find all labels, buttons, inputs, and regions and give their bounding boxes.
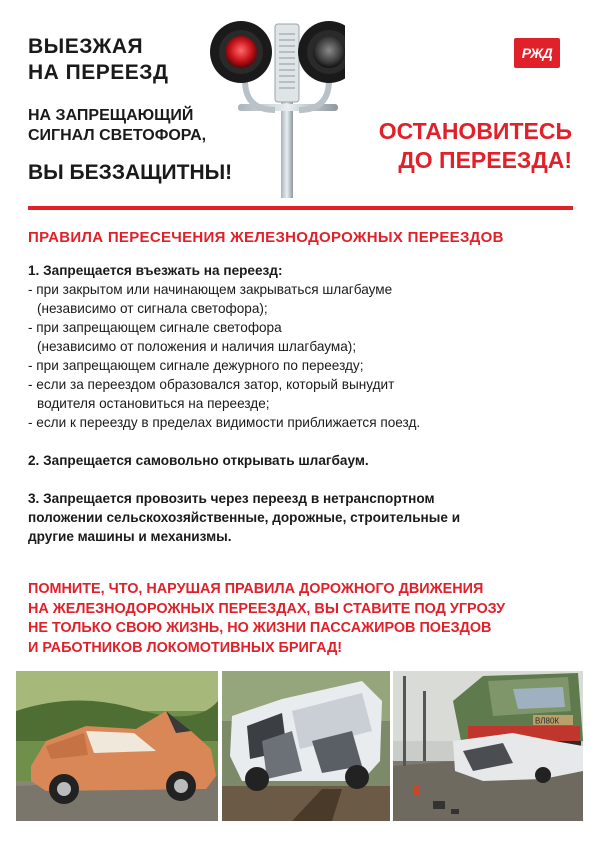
red-divider — [28, 206, 573, 210]
crashed-van-photo — [222, 671, 390, 821]
rule-1-line: - при закрытом или начинающем закрываться шлагбауме — [28, 282, 393, 297]
railway-traffic-light-icon — [205, 18, 345, 198]
warning-line: НА ЖЕЛЕЗНОДОРОЖНЫХ ПЕРЕЕЗДАХ, ВЫ СТАВИТЕ ПОД УГРОЗУ — [28, 600, 506, 617]
warning-text — [28, 580, 588, 658]
rules-list — [28, 261, 580, 546]
stop-callout — [330, 117, 572, 175]
wrecked-car-photo — [16, 671, 218, 821]
rule-1-heading: 1. Запрещается въезжать на переезд: — [28, 263, 283, 278]
rule-1-line: - при запрещающем сигнале дежурного по переезду; — [28, 358, 364, 373]
headline-subtext: НА ЗАПРЕЩАЮЩИЙ СИГНАЛ СВЕТОФОРА, — [28, 107, 207, 144]
rule-1-line: - если к переезду в пределах видимости приближается поезд. — [28, 415, 421, 430]
rule-1-line: (независимо от сигнала светофора); — [37, 301, 268, 316]
rule-2: 2. Запрещается самовольно открывать шлагбаум. — [28, 453, 369, 468]
train-collision-photo — [393, 671, 583, 821]
stop-callout-line1: ОСТАНОВИТЕСЬ — [378, 118, 572, 144]
rule-3-line2: положении сельскохозяйственные, дорожные, строительные и — [28, 510, 461, 525]
headline-line1: ВЫЕЗЖАЯ — [28, 35, 144, 58]
rules-title: ПРАВИЛА ПЕРЕСЕЧЕНИЯ ЖЕЛЕЗНОДОРОЖНЫХ ПЕРЕЕЗДОВ — [28, 229, 504, 246]
rzd-logo: РЖД — [514, 38, 560, 68]
headline-line4: ВЫ БЕЗЗАЩИТНЫ! — [28, 161, 233, 184]
headline-line2: НА ПЕРЕЕЗД — [28, 61, 169, 84]
rule-1-line: - при запрещающем сигнале светофора — [28, 320, 282, 335]
rule-1-line: водителя остановиться на переезде; — [37, 396, 270, 411]
rule-3-line1: 3. Запрещается провозить через переезд в нетранспортном — [28, 491, 435, 506]
rule-3-line3: другие машины и механизмы. — [28, 529, 232, 544]
rule-1-line: - если за переездом образовался затор, который вынудит — [28, 377, 395, 392]
warning-line: И РАБОТНИКОВ ЛОКОМОТИВНЫХ БРИГАД! — [28, 639, 343, 656]
stop-callout-line2: ДО ПЕРЕЕЗДА! — [398, 147, 572, 173]
rule-1-line: (независимо от положения и наличия шлагбаума); — [37, 339, 357, 354]
locomotive-number: ВЛ80К — [535, 716, 560, 726]
warning-line: НЕ ТОЛЬКО СВОЮ ЖИЗНЬ, НО ЖИЗНИ ПАССАЖИРОВ ПОЕЗДОВ — [28, 620, 492, 636]
warning-line: ПОМНИТЕ, ЧТО, НАРУШАЯ ПРАВИЛА ДОРОЖНОГО ДВИЖЕНИЯ — [28, 581, 484, 597]
